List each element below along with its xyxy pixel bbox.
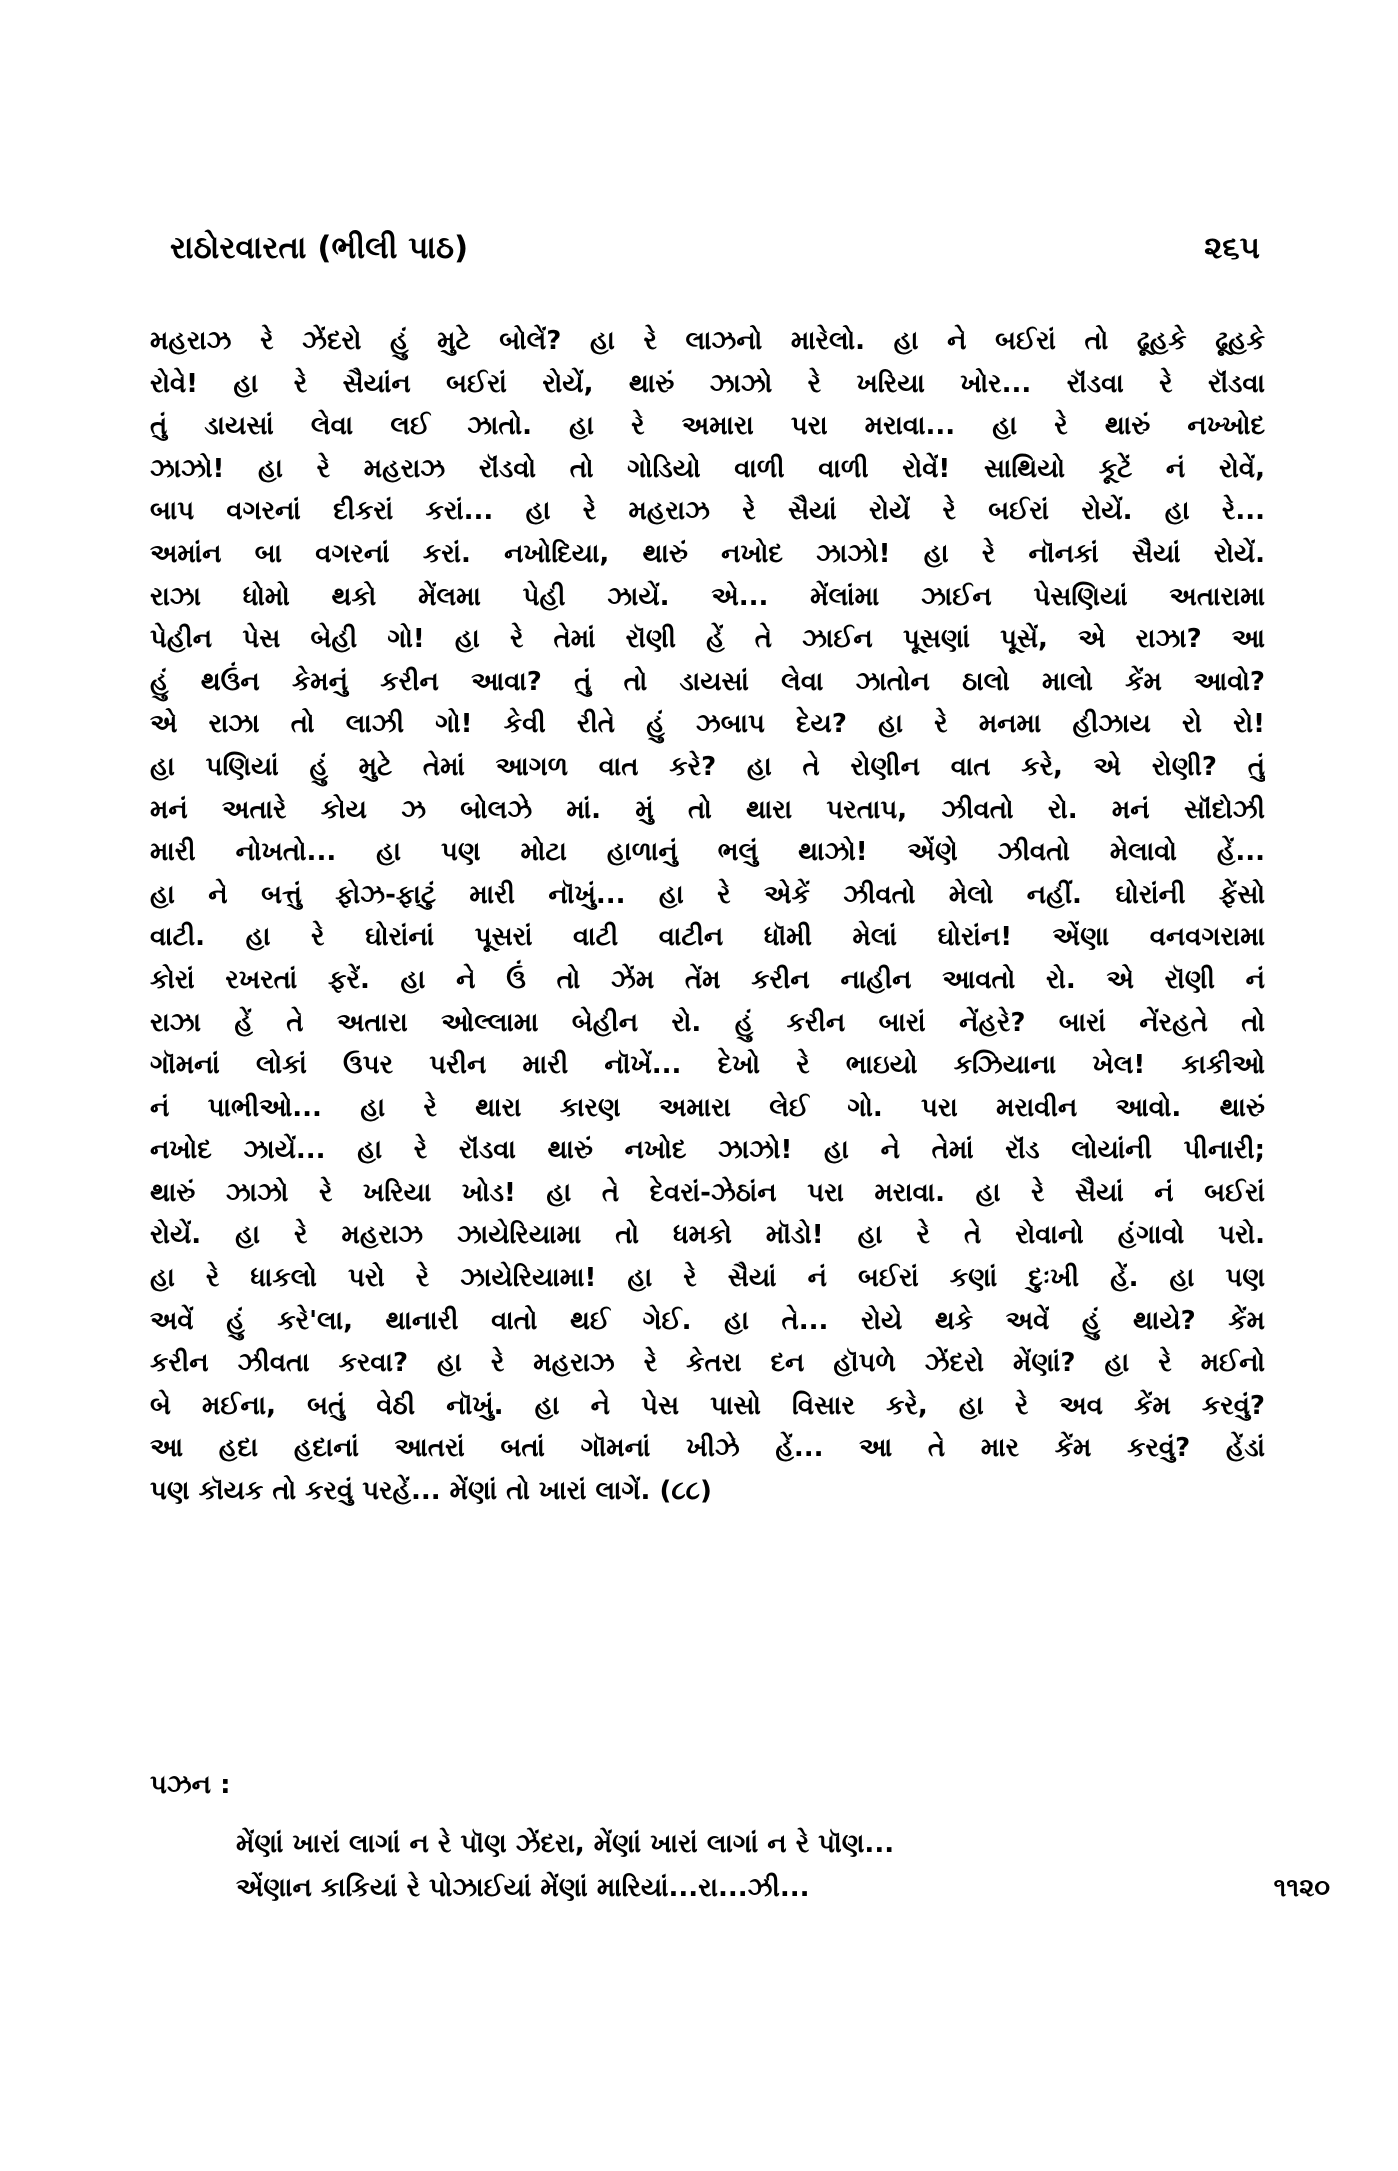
text-line: આ હદા હદાનાં આતરાં બતાં ગૉમનાં ખીઝે હેં... આ તે માર કેંમ કરવું? હેંડાં	[150, 1433, 1265, 1464]
text-line: બે મઈના, બતું વેઠી નૉખું. હા ને પેસ પાસો વિસાર કરે, હા રે અવ કેંમ કરવું?	[150, 1390, 1265, 1421]
text-line: પણ કૉયક તો કરવું પરહેં... મેંણાં તો ખારાં લાગેં. (૮૮)	[150, 1476, 712, 1507]
text-line: પેહીન પેસ બેહી ગો! હા રે તેમાં રૉણી હેં તે ઝાઈન પૂસણાં પૂસેં, એ રાઝા? આ	[150, 624, 1265, 655]
text-line: થારું ઝાઝો રે ખરિયા ખોડ! હા તે દેવરાં-ઝેઠાંન પરા મરાવા. હા રે સૈયાં નં બઈરાં	[150, 1177, 1265, 1208]
text-line: કોરાં રખરતાં ફરેં. હા ને ઉં તો ઝેંમ તેંમ કરીન નાહીન આવતો રો. એ રૉણી નં	[150, 964, 1265, 995]
text-line: ગૉમનાં લોકાં ઉપર પરીન મારી નૉખેં... દેખો રે ભાઇયો કઝિયાના ખેલ! કાકીઓ	[150, 1050, 1265, 1081]
text-line: અમાંન બા વગરનાં કરાં. નખોદિયા, થારું નખોદ ઝાઝો! હા રે નૉનકાં સૈયાં રોયેં.	[150, 538, 1265, 569]
text-line: હા ને બત્તું ફોઝ-ફાટું મારી નૉખું... હા રે એકેં ઝીવતો મેલો નહીં. ઘોરાંની ફેંસો	[150, 879, 1265, 910]
text-line: અવેં હું કરે'લા, થાનારી વાતો થઈ ગેઈ. હા તે... રોયે થકે અવેં હું થાયે? કેંમ	[150, 1305, 1265, 1336]
text-line: નખોદ ઝાયેં... હા રે રૉંડવા થારું નખોદ ઝાઝો! હા ને તેમાં રૉંડ લોયાંની પીનારી;	[150, 1135, 1265, 1166]
verse-line: એંણાન કાકિયાં રે પોઝાઈયાં મેંણાં મારિયાં...રા...ઝી...	[236, 1873, 810, 1903]
text-line: વાટી. હા રે ઘોરાંનાં પૂસરાં વાટી વાટીન ધૉમી મેલાં ઘોરાંન! એંણા વનવગરામા	[150, 922, 1265, 953]
verse-block	[236, 1822, 1236, 1910]
text-line: હું થઉંન કેમનું કરીન આવા? તું તો ડાયસાં લેવા ઝાતોન ઠાલો માલો કેંમ આવો?	[150, 666, 1265, 697]
chapter-title: રાઠોરવારતા (ભીલી પાઠ)	[170, 230, 469, 266]
text-line: તું ડાયસાં લેવા લઈ ઝાતો. હા રે અમારા પરા મરાવા... હા રે થારું નખ્ખોદ	[150, 411, 1265, 442]
text-line: ઝાઝો! હા રે મહરાઝ રૉંડવો તો ગોડિયો વાળી વાળી રોવેં! સાથિયો કૂટેં નં રોવેં,	[150, 453, 1265, 484]
text-line: મનં અતારે કોય ઝ બોલઝે માં. મું તો થારા પરતાપ, ઝીવતો રો. મનં સૉંદોઝી	[150, 794, 1265, 825]
running-header	[170, 230, 1260, 274]
text-line: રાઝા હેં તે અતારા ઓલ્લામા બેહીન રો. હું કરીન બારાં નેંહરે? બારાં નેંરહતે તો	[150, 1007, 1265, 1038]
text-line: એ રાઝા તો લાઝી ગો! કેવી રીતે હું ઝબાપ દેય? હા રે મનમા હીઝાય રો રો!	[150, 709, 1265, 740]
text-line: નં પાભીઓ... હા રે થારા કારણ અમારા લેઈ ગો. પરા મરાવીન આવો. થારું	[150, 1092, 1265, 1123]
text-line: કરીન ઝીવતા કરવા? હા રે મહરાઝ રે કેતરા દન હૉપળે ઝેંદરો મેંણાં? હા રે મઈનો	[150, 1348, 1265, 1379]
text-line: મહરાઝ રે ઝેંદરો હું મુટે બોલેં? હા રે લાઝનો મારેલો. હા ને બઈરાં તો ઢૂહકે ઢૂહકે	[150, 326, 1265, 356]
text-line: હા પણિયાં હું મુટે તેમાં આગળ વાત કરે? હા તે રોણીન વાત કરે, એ રોણી? તું	[150, 751, 1265, 782]
verse-number: ૧૧૨૦	[1273, 1873, 1330, 1903]
text-line: રોયેં. હા રે મહરાઝ ઝાયેરિયામા તો ધમકો મૉડો! હા રે તે રોવાનો હંગાવો પરો.	[150, 1220, 1265, 1251]
text-line: બાપ વગરનાં દીકરાં કરાં... હા રે મહરાઝ રે સૈયાં રોયેં રે બઈરાં રોયેં. હા રે...	[150, 496, 1265, 527]
text-line: મારી નોખતો... હા પણ મોટા હાળાનું ભલું થાઝો! એંણે ઝીવતો મેલાવો હેં...	[150, 837, 1265, 868]
verse-line: મેંણાં ખારાં લાગાં ન રે પૉણ ઝેંદરા, મેંણાં ખારાં લાગાં ન રે પૉણ...	[236, 1829, 895, 1859]
page-number: ૨૬૫	[1204, 230, 1260, 266]
text-line: રોવે! હા રે સૈયાંન બઈરાં રોયેં, થારું ઝાઝો રે ખરિયા ખોર... રૉંડવા રે રૉંડવા	[150, 368, 1265, 399]
text-line: હા રે ધાકલો પરો રે ઝાયેરિયામા! હા રે સૈયાં નં બઈરાં કણાં દુઃખી હેં. હા પણ	[150, 1263, 1265, 1294]
body-paragraph	[150, 320, 1265, 1513]
text-line: રાઝા ધોમો થકો મેંલમા પેહી ઝાયેં. એ... મેંલાંમા ઝાઈન પેસણિયાં અતારામા	[150, 581, 1265, 612]
section-label: પઝન :	[150, 1770, 231, 1800]
